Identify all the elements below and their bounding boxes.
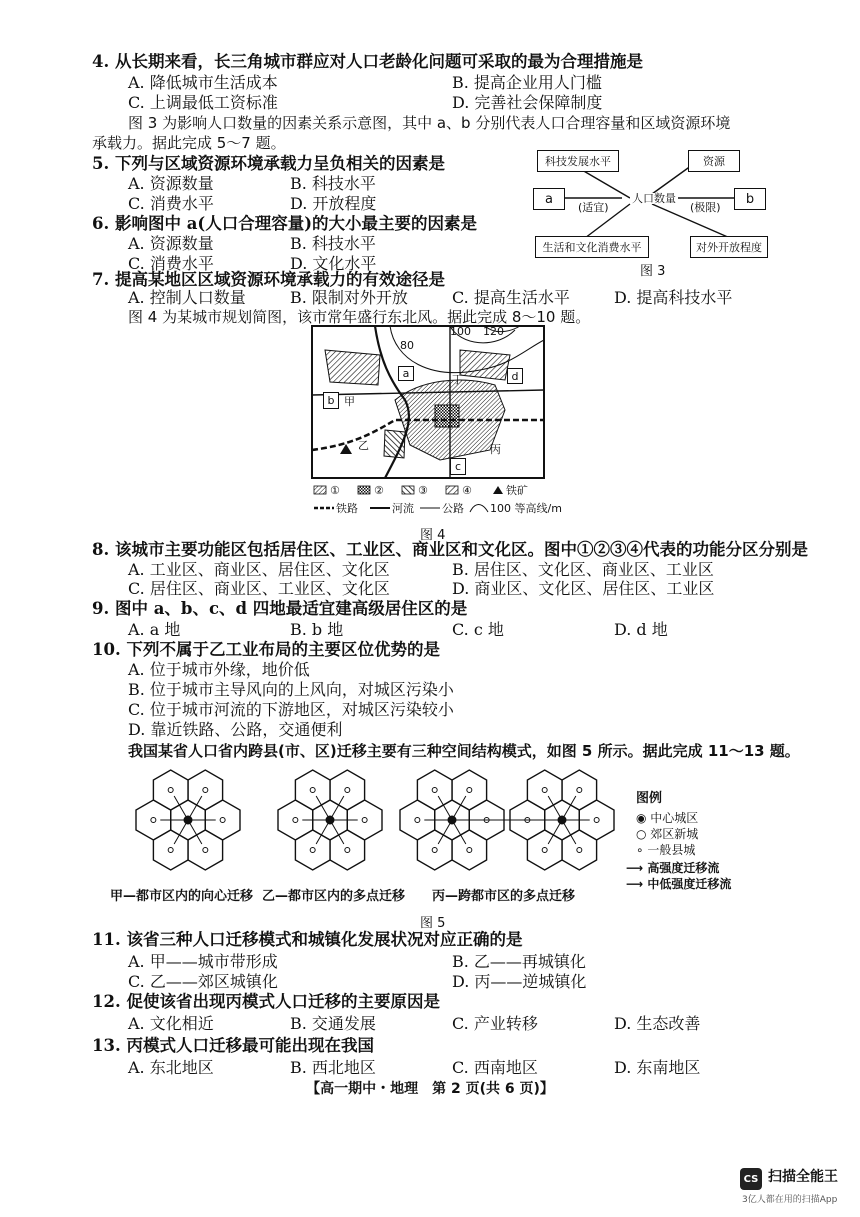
county-town <box>594 818 599 823</box>
fig4-legend-4: ④ <box>462 484 472 497</box>
county-town <box>310 788 315 793</box>
q5-stem: 5. 下列与区域资源环境承载力呈负相关的因素是 <box>92 154 445 173</box>
fig4-label-jia: 甲 <box>344 395 355 408</box>
fig4-legend-river: 河流 <box>392 502 414 515</box>
fig4-site-a: a <box>398 366 414 381</box>
q9-option-a: A. a 地 <box>128 620 181 639</box>
q4-option-b: B. 提高企业用人门槛 <box>452 73 602 92</box>
q13-option-a: A. 东北地区 <box>128 1058 214 1077</box>
thin-arrow-icon: ⟶ <box>626 861 648 875</box>
fig5-label-yi: 乙—都市区内的多点迁移 <box>262 889 406 904</box>
central-city <box>184 816 192 824</box>
q8-option-c: C. 居住区、商业区、工业区、文化区 <box>128 579 390 598</box>
fig4-contour-80: 80 <box>400 339 414 352</box>
q5-option-a: A. 资源数量 <box>128 174 214 193</box>
county-town <box>432 848 437 853</box>
fig3-box-open: 对外开放程度 <box>690 236 768 258</box>
fig4-legend-contour: 100 等高线/m <box>490 502 562 515</box>
county-town <box>542 848 547 853</box>
fig4-legend-3: ③ <box>418 484 428 497</box>
intro-fig5: 我国某省人口省内跨县(市、区)迁移主要有三种空间结构模式，如图 5 所示。据此完成 11～13 题。 <box>128 742 800 760</box>
county-town <box>151 818 156 823</box>
county-town <box>467 788 472 793</box>
q12-option-d: D. 生态改善 <box>614 1014 701 1033</box>
county-town <box>293 818 298 823</box>
q6-option-c: C. 消费水平 <box>128 254 214 273</box>
fig5-legend-suburb-label: 郊区新城 <box>650 827 699 841</box>
intro-fig3-line1: 图 3 为影响人口数量的因素关系示意图，其中 a、b 分别代表人口合理容量和区域资源环境 <box>128 114 731 132</box>
fig5-legend-county-label: 一般县城 <box>647 843 696 857</box>
fig3-pop: 人口数量 <box>632 192 676 205</box>
fig5-caption: 图 5 <box>420 916 446 931</box>
county-town <box>310 848 315 853</box>
fig5-legend-center-label: 中心城区 <box>650 811 699 825</box>
q7-stem: 7. 提高某地区区域资源环境承载力的有效途径是 <box>92 270 445 289</box>
q6-option-d: D. 文化水平 <box>290 254 377 273</box>
q13-option-d: D. 东南地区 <box>614 1058 701 1077</box>
q10-option-c: C. 位于城市河流的下游地区，对城区污染较小 <box>128 700 454 719</box>
fig3-box-a: a <box>533 188 565 210</box>
center-icon: ◉ <box>636 811 651 825</box>
county-town <box>345 788 350 793</box>
scanner-logo: CS <box>740 1168 762 1190</box>
q8-option-d: D. 商业区、文化区、居住区、工业区 <box>452 579 715 598</box>
q7-option-a: A. 控制人口数量 <box>128 288 246 307</box>
q8-option-b: B. 居住区、文化区、商业区、工业区 <box>452 560 714 579</box>
county-town <box>577 848 582 853</box>
q12-stem: 12. 促使该省出现丙模式人口迁移的主要原因是 <box>92 992 440 1011</box>
q5-option-b: B. 科技水平 <box>290 174 376 193</box>
thick-arrow-icon: ⟶ <box>626 877 648 891</box>
q9-option-d: D. d 地 <box>614 620 668 639</box>
q7-option-d: D. 提高科技水平 <box>614 288 733 307</box>
q12-option-c: C. 产业转移 <box>452 1014 538 1033</box>
q5-option-c: C. 消费水平 <box>128 194 214 213</box>
q8-option-a: A. 工业区、商业区、居住区、文化区 <box>128 560 390 579</box>
fig4-site-d: d <box>507 368 523 384</box>
central-city <box>326 816 334 824</box>
fig3-box-resource: 资源 <box>688 150 740 172</box>
q6-option-b: B. 科技水平 <box>290 234 376 253</box>
suburb-icon: ○ <box>636 827 651 841</box>
q6-stem: 6. 影响图中 a(人口合理容量)的大小最主要的因素是 <box>92 214 478 233</box>
fig4-label-yi: 乙 <box>358 439 369 452</box>
q12-option-a: A. 文化相近 <box>128 1014 214 1033</box>
county-town <box>467 848 472 853</box>
county-icon: ∘ <box>636 843 648 857</box>
q11-option-b: B. 乙——再城镇化 <box>452 952 586 971</box>
q13-option-c: C. 西南地区 <box>452 1058 538 1077</box>
county-town <box>203 788 208 793</box>
q10-option-b: B. 位于城市主导风向的上风向，对城区污染小 <box>128 680 454 699</box>
fig3-box-tech: 科技发展水平 <box>537 150 619 172</box>
fig5-legend-title: 图例 <box>636 791 663 806</box>
fig4-label-ding: 丁 <box>452 373 463 386</box>
fig4-legend-1: ① <box>330 484 340 497</box>
fig5-legend-high <box>626 862 719 874</box>
county-town <box>345 848 350 853</box>
q7-option-b: B. 限制对外开放 <box>290 288 408 307</box>
q4-stem: 4. 从长期来看，长三角城市群应对人口老龄化问题可采取的最为合理措施是 <box>92 52 643 71</box>
scanner-subtitle: 3亿人都在用的扫描App <box>742 1195 838 1205</box>
fig4-site-c: c <box>450 458 466 475</box>
q8-stem: 8. 该城市主要功能区包括居住区、工业区、商业区和文化区。图中①②③④代表的功能分区分别是 <box>92 540 808 559</box>
q13-stem: 13. 丙模式人口迁移最可能出现在我国 <box>92 1036 374 1055</box>
fig4-label-bing: 丙 <box>490 443 501 456</box>
q6-option-a: A. 资源数量 <box>128 234 214 253</box>
q10-option-d: D. 靠近铁路、公路，交通便利 <box>128 720 343 739</box>
q4-option-c: C. 上调最低工资标准 <box>128 93 278 112</box>
fig5-legend-county <box>636 844 695 856</box>
fig3-limit: (极限) <box>690 201 721 214</box>
q9-option-b: B. b 地 <box>290 620 344 639</box>
county-town <box>432 788 437 793</box>
q10-option-a: A. 位于城市外缘，地价低 <box>128 660 310 679</box>
fig5-legend-low-label: 中低强度迁移流 <box>647 877 732 891</box>
q9-option-c: C. c 地 <box>452 620 504 639</box>
county-town <box>220 818 225 823</box>
intro-fig4: 图 4 为某城市规划简图，该市常年盛行东北风。据此完成 8～10 题。 <box>128 308 591 326</box>
q10-stem: 10. 下列不属于乙工业布局的主要区位优势的是 <box>92 640 440 659</box>
fig4-legend-road: 公路 <box>442 502 464 515</box>
central-city <box>448 816 456 824</box>
q9-stem: 9. 图中 a、b、c、d 四地最适宜建高级居住区的是 <box>92 599 468 618</box>
fig4-legend-2: ② <box>374 484 384 497</box>
fig4-contour-120: 120 <box>483 325 504 338</box>
fig4-legend-rail: 铁路 <box>336 502 358 515</box>
county-town <box>168 848 173 853</box>
q11-stem: 11. 该省三种人口迁移模式和城镇化发展状况对应正确的是 <box>92 930 523 949</box>
fig5-label-bing: 丙—跨都市区的多点迁移 <box>432 889 576 904</box>
fig4-site-b: b <box>323 392 339 409</box>
q4-option-d: D. 完善社会保障制度 <box>452 93 603 112</box>
intro-fig3-line2: 承载力。据此完成 5～7 题。 <box>92 134 286 152</box>
county-town <box>203 848 208 853</box>
fig3-suitable: (适宜) <box>578 201 609 214</box>
q11-option-c: C. 乙——郊区城镇化 <box>128 972 278 991</box>
fig5-legend-low <box>626 878 731 890</box>
fig4-contour-100: 100 <box>450 325 471 338</box>
q11-option-d: D. 丙——逆城镇化 <box>452 972 587 991</box>
q5-option-d: D. 开放程度 <box>290 194 377 213</box>
q7-option-c: C. 提高生活水平 <box>452 288 570 307</box>
q4-option-a: A. 降低城市生活成本 <box>128 73 278 92</box>
fig3-caption: 图 3 <box>640 264 666 279</box>
fig3-box-life: 生活和文化消费水平 <box>535 236 649 258</box>
fig5-label-jia: 甲—都市区内的向心迁移 <box>110 889 254 904</box>
scanner-title: 扫描全能王 <box>768 1169 838 1185</box>
fig3-box-b: b <box>734 188 766 210</box>
county-town <box>542 788 547 793</box>
county-town <box>577 788 582 793</box>
q13-option-b: B. 西北地区 <box>290 1058 376 1077</box>
q12-option-b: B. 交通发展 <box>290 1014 376 1033</box>
page-footer: 【高一期中・地理 第 2 页(共 6 页)】 <box>306 1081 554 1097</box>
county-town <box>415 818 420 823</box>
county-town <box>168 788 173 793</box>
fig4-legend-mine: 铁矿 <box>506 484 528 497</box>
fig4-caption: 图 4 <box>420 528 446 543</box>
fig5-legend-high-label: 高强度迁移流 <box>647 861 720 875</box>
central-city <box>558 816 566 824</box>
county-town <box>362 818 367 823</box>
fig5-legend-center <box>636 812 698 824</box>
fig5-legend-suburb <box>636 828 698 840</box>
fig5-diagram <box>120 758 640 888</box>
q11-option-a: A. 甲——城市带形成 <box>128 952 278 971</box>
